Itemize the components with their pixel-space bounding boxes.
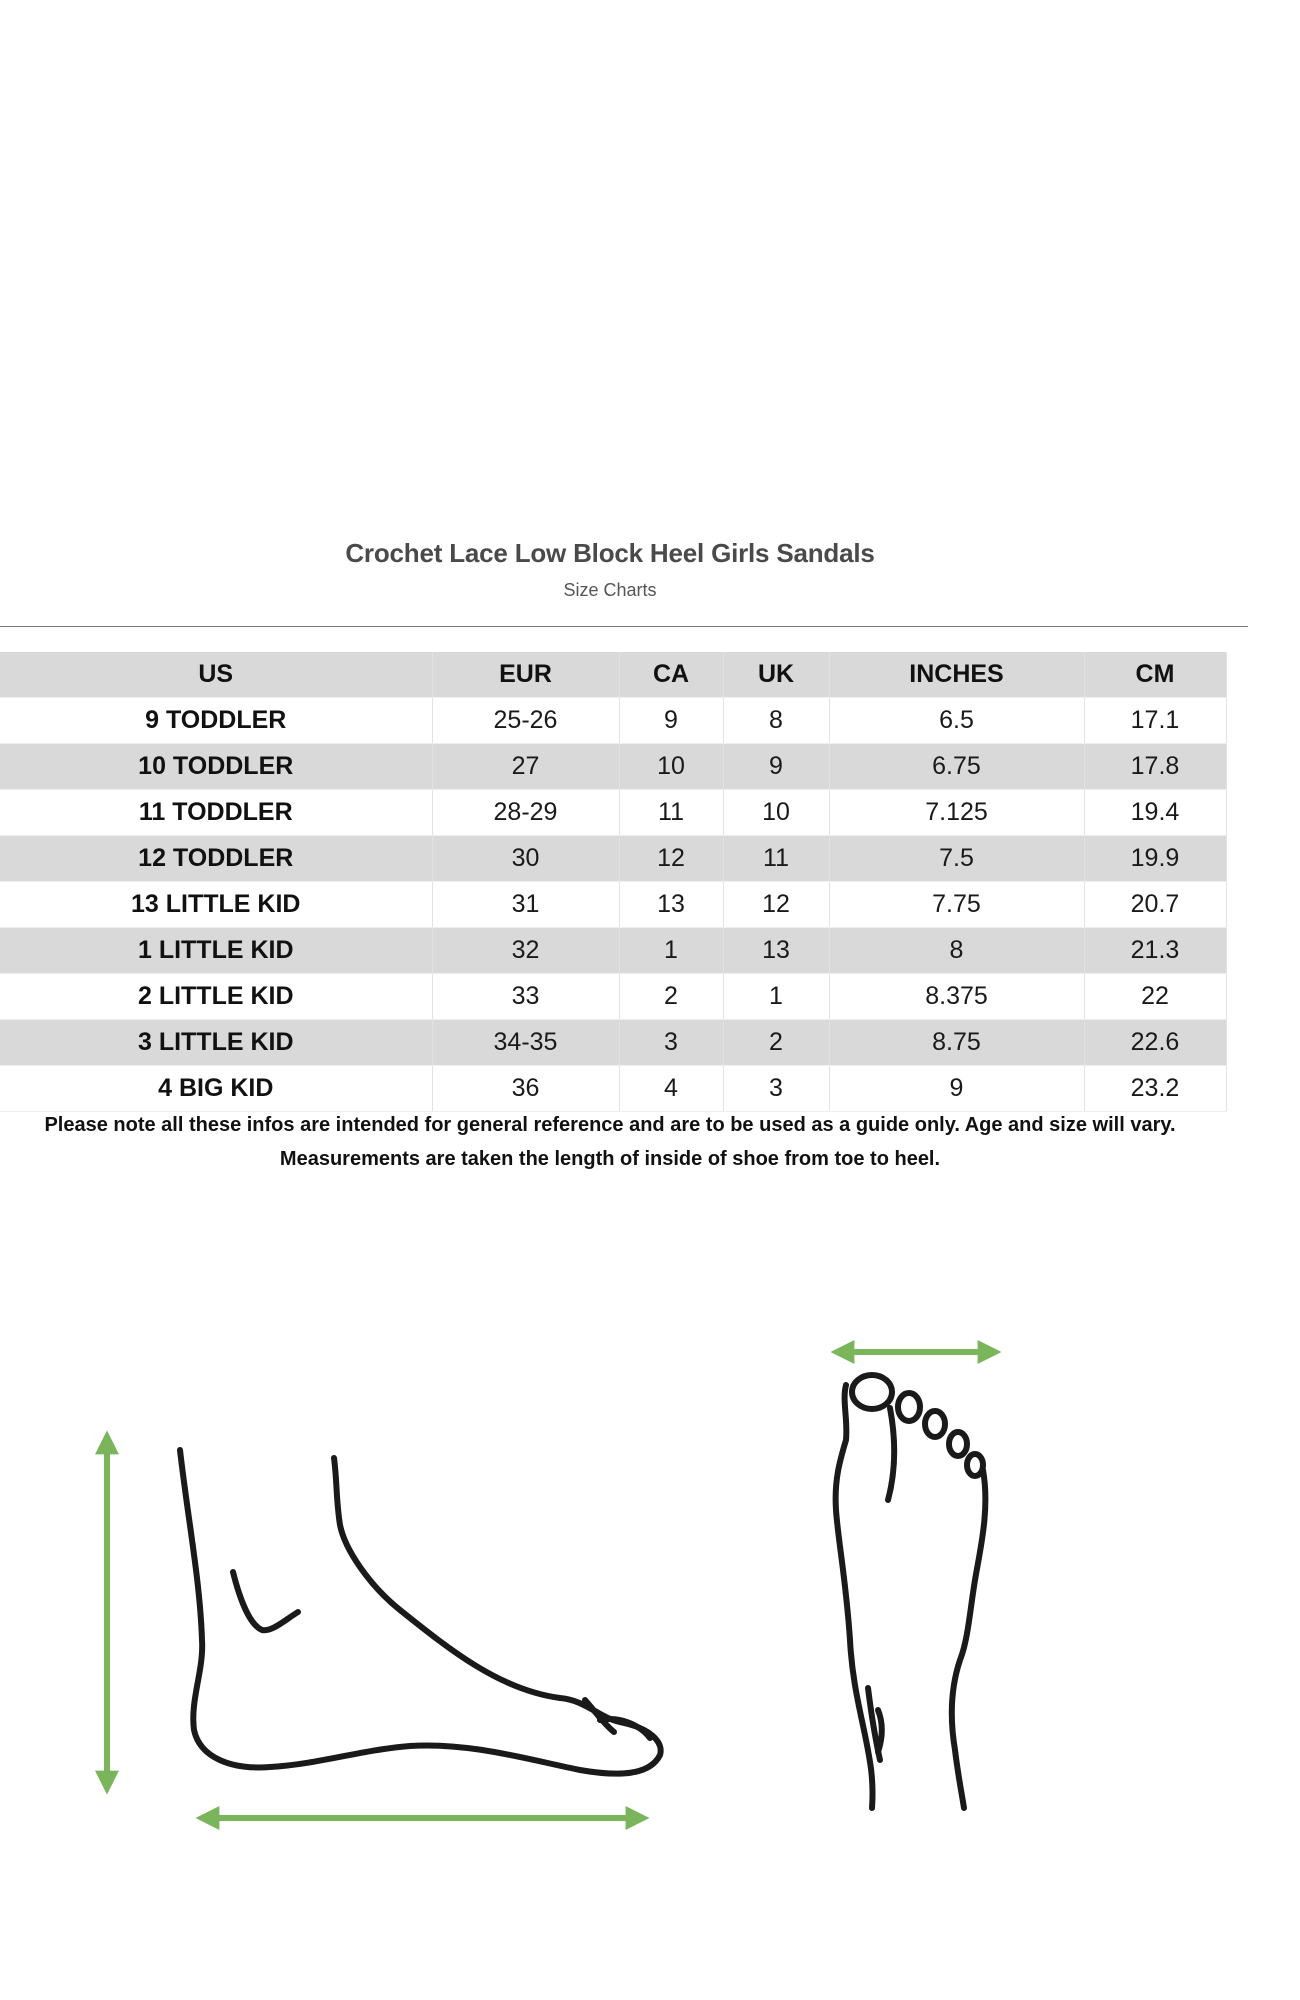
- cell-cm: 22: [1084, 974, 1226, 1020]
- cell-us: 12 TODDLER: [0, 836, 432, 882]
- cell-us: 11 TODDLER: [0, 790, 432, 836]
- cell-eur: 34-35: [432, 1020, 619, 1066]
- cell-us: 10 TODDLER: [0, 744, 432, 790]
- cell-eur: 32: [432, 928, 619, 974]
- cell-cm: 17.1: [1084, 698, 1226, 744]
- table-row: [0, 836, 1226, 882]
- column-header-ca: CA: [619, 652, 723, 698]
- cell-uk: 1: [723, 974, 829, 1020]
- column-header-us: US: [0, 652, 432, 698]
- cell-inches: 8: [829, 928, 1084, 974]
- column-header-uk: UK: [723, 652, 829, 698]
- cell-uk: 2: [723, 1020, 829, 1066]
- size-table: [0, 652, 1227, 1112]
- cell-eur: 25-26: [432, 698, 619, 744]
- cell-uk: 3: [723, 1066, 829, 1112]
- column-header-eur: EUR: [432, 652, 619, 698]
- cell-cm: 17.8: [1084, 744, 1226, 790]
- table-row: [0, 882, 1226, 928]
- table-row: [0, 698, 1226, 744]
- table-row: [0, 1020, 1226, 1066]
- table-row: [0, 974, 1226, 1020]
- cell-uk: 13: [723, 928, 829, 974]
- cell-ca: 9: [619, 698, 723, 744]
- cell-inches: 7.5: [829, 836, 1084, 882]
- cell-inches: 6.5: [829, 698, 1084, 744]
- cell-eur: 28-29: [432, 790, 619, 836]
- cell-us: 9 TODDLER: [0, 698, 432, 744]
- foot-measurement-illustration: [0, 1280, 1300, 1840]
- cell-eur: 33: [432, 974, 619, 1020]
- cell-eur: 27: [432, 744, 619, 790]
- column-header-cm: CM: [1084, 652, 1226, 698]
- cell-ca: 13: [619, 882, 723, 928]
- cell-uk: 12: [723, 882, 829, 928]
- cell-eur: 31: [432, 882, 619, 928]
- cell-ca: 2: [619, 974, 723, 1020]
- cell-us: 13 LITTLE KID: [0, 882, 432, 928]
- cell-ca: 12: [619, 836, 723, 882]
- cell-cm: 19.4: [1084, 790, 1226, 836]
- cell-ca: 4: [619, 1066, 723, 1112]
- disclaimer-note: Please note all these infos are intended for general reference and are to be used as a guide only. Age and size will vary.: [44, 1114, 1176, 1136]
- cell-eur: 36: [432, 1066, 619, 1112]
- foot-side-view-icon: [180, 1450, 661, 1774]
- cell-ca: 10: [619, 744, 723, 790]
- cell-us: 4 BIG KID: [0, 1066, 432, 1112]
- cell-cm: 22.6: [1084, 1020, 1226, 1066]
- cell-inches: 8.75: [829, 1020, 1084, 1066]
- cell-ca: 1: [619, 928, 723, 974]
- measurement-note: Measurements are taken the length of inside of shoe from toe to heel.: [279, 1148, 941, 1170]
- cell-inches: 7.75: [829, 882, 1084, 928]
- cell-cm: 21.3: [1084, 928, 1226, 974]
- table-row: [0, 744, 1226, 790]
- cell-uk: 9: [723, 744, 829, 790]
- table-row: [0, 790, 1226, 836]
- cell-cm: 23.2: [1084, 1066, 1226, 1112]
- cell-ca: 3: [619, 1020, 723, 1066]
- cell-ca: 11: [619, 790, 723, 836]
- cell-uk: 11: [723, 836, 829, 882]
- cell-uk: 10: [723, 790, 829, 836]
- table-row: [0, 928, 1226, 974]
- chart-subtitle: Size Charts: [563, 580, 657, 600]
- chart-title: Crochet Lace Low Block Heel Girls Sandals: [345, 538, 875, 568]
- cell-uk: 8: [723, 698, 829, 744]
- cell-cm: 19.9: [1084, 836, 1226, 882]
- cell-cm: 20.7: [1084, 882, 1226, 928]
- cell-inches: 8.375: [829, 974, 1084, 1020]
- divider: [0, 626, 1248, 627]
- cell-inches: 7.125: [829, 790, 1084, 836]
- cell-us: 3 LITTLE KID: [0, 1020, 432, 1066]
- column-header-inches: INCHES: [829, 652, 1084, 698]
- cell-us: 1 LITTLE KID: [0, 928, 432, 974]
- cell-eur: 30: [432, 836, 619, 882]
- cell-us: 2 LITTLE KID: [0, 974, 432, 1020]
- foot-top-view-icon: [836, 1375, 986, 1808]
- table-row: [0, 1066, 1226, 1112]
- table-header-row: [0, 652, 1226, 698]
- cell-inches: 9: [829, 1066, 1084, 1112]
- cell-inches: 6.75: [829, 744, 1084, 790]
